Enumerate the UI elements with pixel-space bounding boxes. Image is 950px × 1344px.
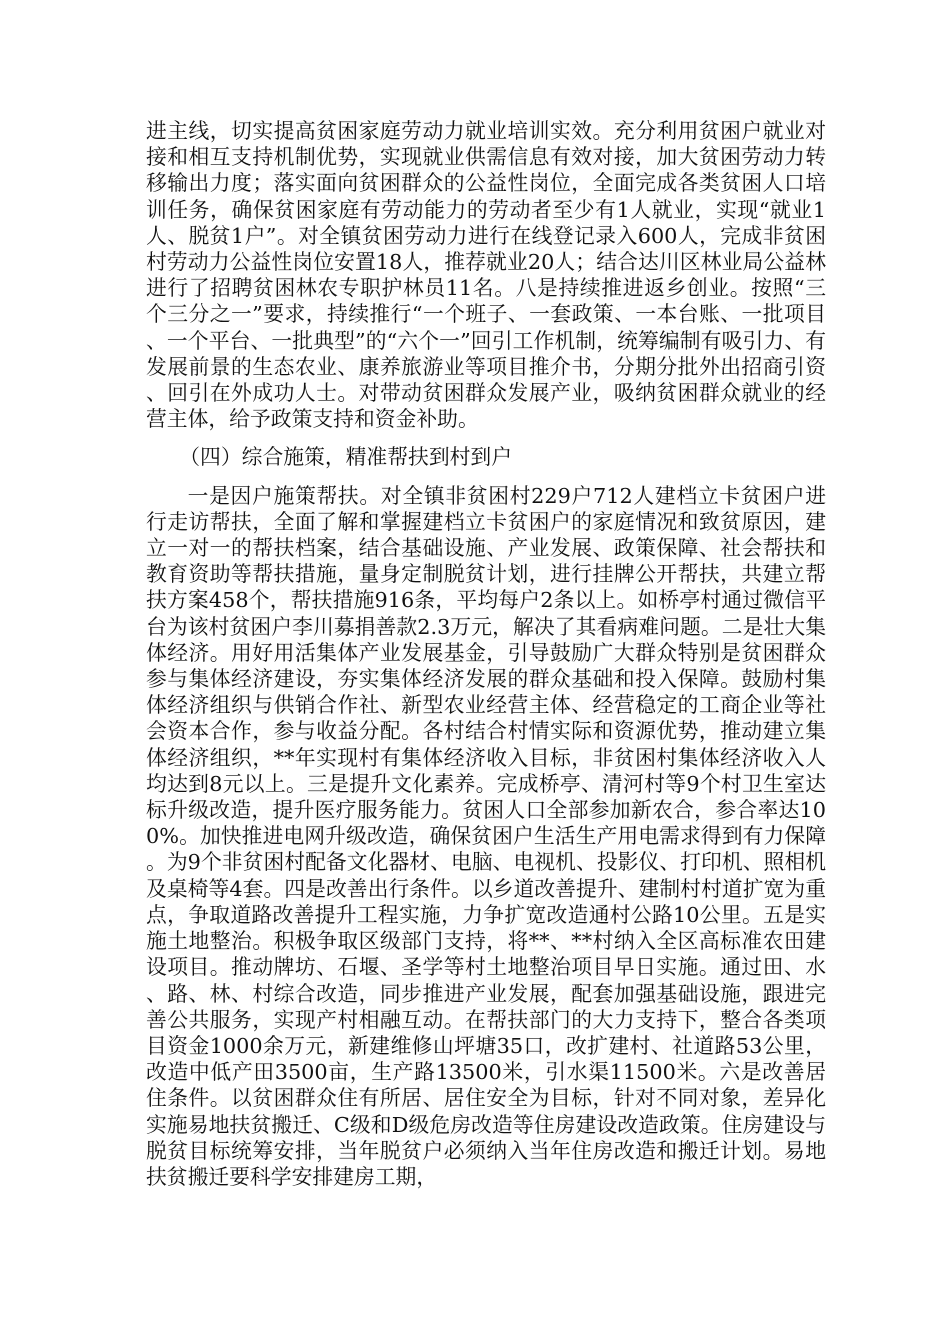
paragraph-targeted-assistance: 一是因户施策帮扶。对全镇非贫困村229户712人建档立卡贫困户进行走访帮扶，全面了解和掌握建档立卡贫困户的家庭情况和致贫原因，建立一对一的帮扶档案，结合基础设施、产业发展、政策保障、社会帮扶和教育资助等帮扶措施，量身定制脱贫计划，进行挂牌公开帮扶，共建立帮扶方案458个，帮扶措施916条，平均每户2条以上。如桥亭村通过微信平台为该村贫困户李川募捐善款2.3万元，解决了其看病难问题。二是壮大集体经济。用好用活集体产业发展基金，引导鼓励广大群众特别是贫困群众参与集体经济建设，夯实集体经济发展的群众基础和投入保障。鼓励村集体经济组织与供销合作社、新型农业经营主体、经营稳定的工商企业等社会资本合作，参与收益分配。各村结合村情实际和资源优势，推动建立集体经济组织，**年实现村有集体经济收入目标，非贫困村集体经济收入人均达到8元以上。三是提升文化素养。完成桥亭、清河村等9个村卫生室达标升级改造，提升医疗服务能力。贫困人口全部参加新农合，参合率达100%。加快推进电网升级改造，确保贫困户生活生产用电需求得到有力保障。为9个非贫困村配备文化器材、电脑、电视机、投影仪、打印机、照相机及桌椅等4套。四是改善出行条件。以乡道改善提升、建制村村道扩宽为重点，争取道路改善提升工程实施，力争扩宽改造通村公路10公里。五是实施土地整治。积极争取区级部门支持，将**、**村纳入全区高标准农田建设项目。推动牌坊、石堰、圣学等村土地整治项目早日实施。通过田、水、路、林、村综合改造，同步推进产业发展，配套加强基础设施，跟进完善公共服务，实现产村相融互动。在帮扶部门的大力支持下，整合各类项目资金1000余万元，新建维修山坪塘35口，改扩建村、社道路53公里，改造中低产田3500亩，生产路13500米，引水渠11500米。六是改善居住条件。以贫困群众住有所居、居住安全为目标，针对不同对象，差异化实施易地扶贫搬迁、C级和D级危房改造等住房建设改造政策。住房建设与脱贫目标统筹安排，当年脱贫户必须纳入当年住房改造和搬迁计划。易地扶贫搬迁要科学安排建房工期， [146,483,826,1189]
document-body [146,118,826,1190]
paragraph-employment-training: 进主线，切实提高贫困家庭劳动力就业培训实效。充分利用贫困户就业对接和相互支持机制优势，实现就业供需信息有效对接，加大贫困劳动力转移输出力度；落实面向贫困群众的公益性岗位，全面完成各类贫困人口培训任务，确保贫困家庭有劳动能力的劳动者至少有1人就业，实现“就业1人、脱贫1户”。对全镇贫困劳动力进行在线登记录入600人，完成非贫困村劳动力公益性岗位安置18人，推荐就业20人；结合达川区林业局公益林进行了招聘贫困林农专职护林员11名。八是持续推进返乡创业。按照“三个三分之一”要求，持续推行“一个班子、一套政策、一本台账、一批项目、一个平台、一批典型”的“六个一”回引工作机制，统筹编制有吸引力、有发展前景的生态农业、康养旅游业等项目推介书，分期分批外出招商引资、回引在外成功人士。对带动贫困群众发展产业，吸纳贫困群众就业的经营主体，给予政策支持和资金补助。 [146,119,826,432]
section-heading-4: （四）综合施策，精准帮扶到村到户 [179,445,513,470]
